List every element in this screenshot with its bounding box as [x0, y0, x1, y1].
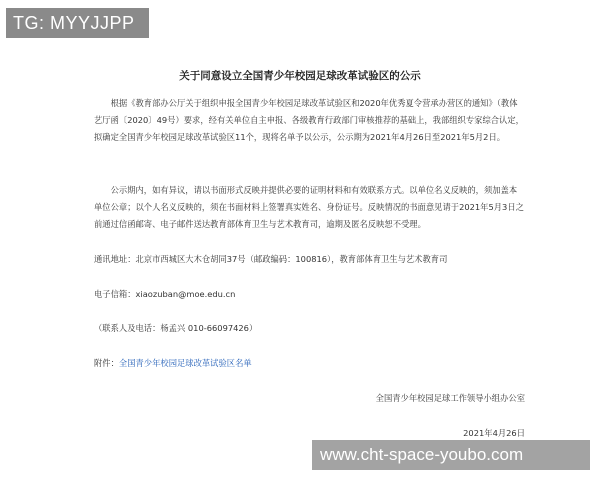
mailing-address: 通讯地址：北京市西城区大木仓胡同37号（邮政编码：100816），教育部体育卫生与艺术教育司: [94, 254, 448, 264]
notice-paragraph-1: 根据《教育部办公厅关于组织申报全国青少年校园足球改革试验区和2020年优秀夏令营承办营区的通知》（教体艺厅函〔2020〕49号）要求，经有关单位自主申报、各级教育行政部门审核推荐的基础上，我部组织专家综合认定，拟确定全国青少年校园足球改革试验区11个，现将名单予以公示，公示期为2021年4月26日至2021年5月2日。: [94, 98, 524, 142]
notice-title: 关于同意设立全国青少年校园足球改革试验区的公示: [179, 70, 421, 82]
contact-line: （联系人及电话：杨孟兴 010-66097426）: [94, 323, 258, 333]
issue-date: 2021年4月26日: [463, 428, 525, 438]
attachment-label: 附件：: [94, 358, 119, 368]
notice-paragraph-2: 公示期内，如有异议，请以书面形式反映并提供必要的证明材料和有效联系方式。以单位名义反映的，须加盖本单位公章；以个人名义反映的，须在书面材料上签署真实姓名、身份证号。反映情况的书面意见请于2021年5月3日之前通过信函邮寄、电子邮件送达教育部体育卫生与艺术教育司，逾期及匿名反映恕不受理。: [94, 185, 524, 229]
top-watermark: TG: MYYJJPP: [6, 8, 149, 38]
attachment-line: [94, 357, 252, 369]
email-line: 电子信箱：xiaozuban@moe.edu.cn: [94, 289, 236, 299]
attachment-link[interactable]: 全国青少年校园足球改革试验区名单: [118, 358, 252, 368]
bottom-watermark: www.cht-space-youbo.com: [312, 440, 590, 470]
issuer-signature: 全国青少年校园足球工作领导小组办公室: [375, 393, 525, 403]
